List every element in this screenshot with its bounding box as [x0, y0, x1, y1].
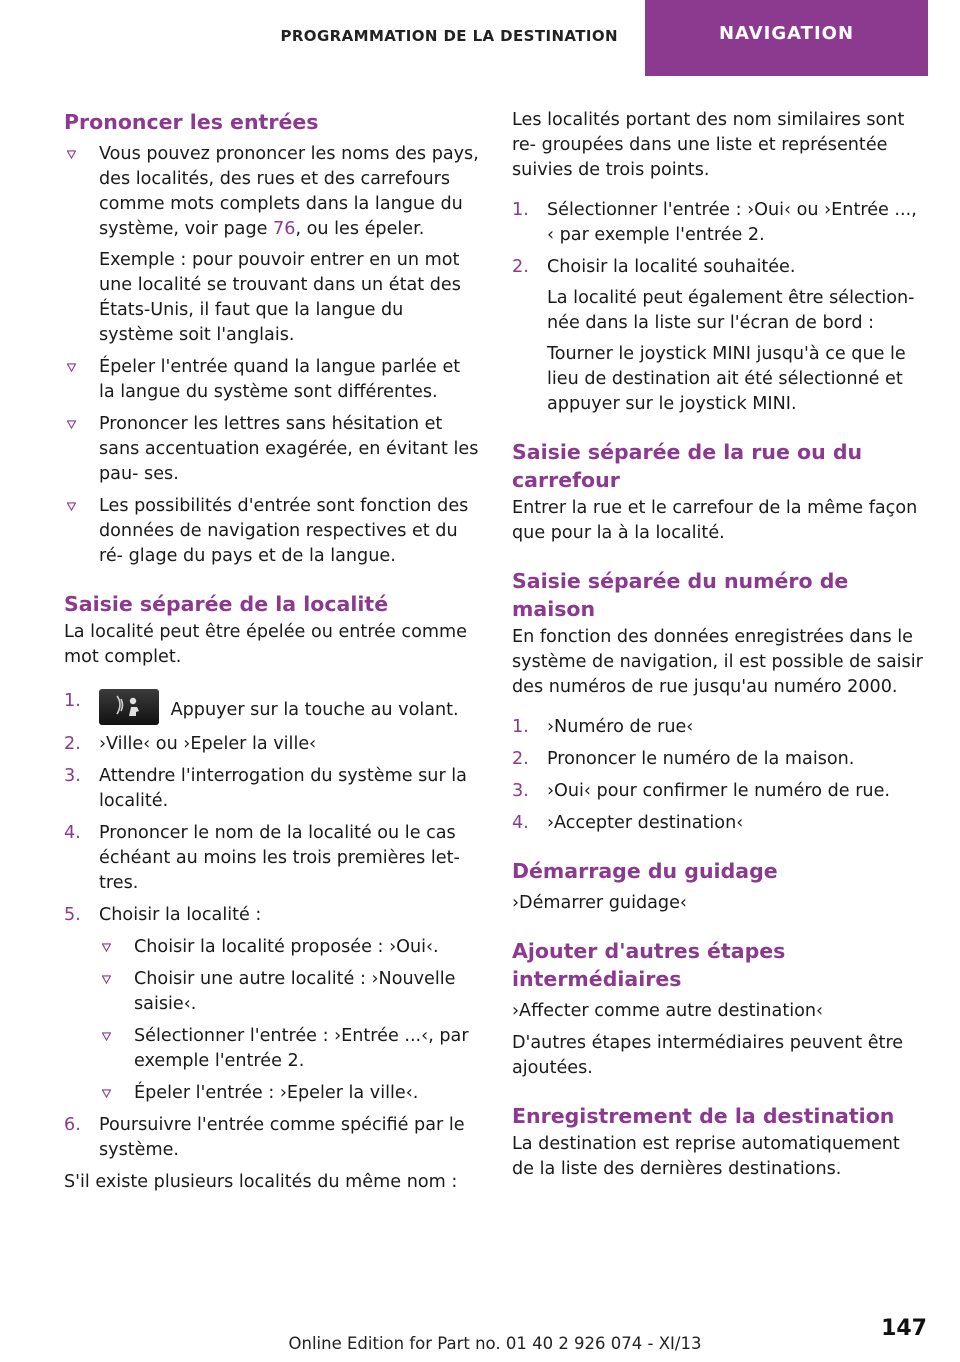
- bullet-text: Vous pouvez prononcer les noms des pays, des localités, des rues et des carrefours comme mots complets dans la langue du système, voir page: [99, 144, 479, 239]
- triangle-bullet-icon: [67, 150, 76, 159]
- heading-prononcer: Prononcer les entrées: [64, 110, 319, 134]
- step-number: 2.: [512, 749, 529, 769]
- chapter-tab: [645, 0, 928, 76]
- triangle-bullet-icon: [102, 1032, 111, 1041]
- step-item: [64, 821, 479, 896]
- voice-button-icon: [99, 689, 159, 725]
- guidage-text: ›Démarrer guidage‹: [512, 893, 687, 913]
- bullet-text-tail: , ou les épeler.: [295, 219, 425, 239]
- step-text: ›Oui‹ pour confirmer le numéro de rue.: [547, 781, 891, 801]
- sub-bullet-text: Épeler l'entrée : ›Epeler la ville‹.: [134, 1083, 419, 1103]
- heading-etapes: Ajouter d'autres étapes intermédiaires: [512, 939, 786, 991]
- step-item: [64, 689, 479, 725]
- step-text: Prononcer le nom de la localité ou le cas échéant au moins les trois premières let‐ tres.: [99, 823, 460, 893]
- step-text: Choisir la localité souhaitée.: [547, 257, 796, 277]
- step-text: Poursuivre l'entrée comme spécifié par le système.: [99, 1115, 465, 1160]
- bullet-text: Prononcer les lettres sans hésitation et sans accentuation exagérée, en évitant les pau‐ ses.: [99, 414, 479, 484]
- enreg-text: La destination est reprise automatiquement de la liste des dernières destinations.: [512, 1134, 900, 1179]
- step-number: 2.: [512, 257, 529, 277]
- triangle-bullet-icon: [67, 420, 76, 429]
- step-detail: La localité peut également être sélection‐ née dans la liste sur l'écran de bord :: [547, 288, 915, 333]
- triangle-bullet-icon: [67, 363, 76, 372]
- step-number: 3.: [512, 781, 529, 801]
- bullet-example: Exemple : pour pouvoir entrer en un mot une localité se trouvant dans un état des États-Unis, il faut que la langue du système soit l'anglais.: [99, 250, 461, 345]
- sub-bullet-text: Choisir une autre localité : ›Nouvelle saisie‹.: [134, 969, 456, 1014]
- running-header-section: PROGRAMMATION DE LA DESTINATION: [280, 27, 618, 45]
- step-item: [64, 903, 479, 1106]
- step-text: ›Ville‹ ou ›Epeler la ville‹: [99, 734, 317, 754]
- page-link[interactable]: 76: [273, 219, 296, 239]
- heading-rue: Saisie séparée de la rue ou du carrefour: [512, 440, 863, 492]
- bullet-item: [64, 142, 479, 348]
- step-number: 1.: [64, 691, 81, 711]
- bullet-item: [64, 412, 479, 487]
- bullet-item: [64, 494, 479, 569]
- triangle-bullet-icon: [102, 943, 111, 952]
- numero-text: En fonction des données enregistrées dans le système de navigation, il est possible de saisir des numéros de rue jusqu'au numéro 2000.: [512, 627, 923, 697]
- step-number: 6.: [64, 1115, 81, 1135]
- etapes-text: D'autres étapes intermédiaires peuvent être ajoutées.: [512, 1033, 904, 1078]
- localite-intro: La localité peut être épelée ou entrée comme mot complet.: [64, 622, 467, 667]
- right-column: [512, 108, 927, 1189]
- sub-bullet-item: [99, 967, 479, 1017]
- right-intro: Les localités portant des nom similaires sont re‐ groupées dans une liste et représentée suivies de trois points.: [512, 110, 905, 180]
- step-detail: Tourner le joystick MINI jusqu'à ce que le lieu de destination ait été sélectionné et appuyer sur le joystick MINI.: [547, 344, 906, 414]
- rue-text: Entrer la rue et le carrefour de la même façon que pour la à la localité.: [512, 498, 918, 543]
- step-text: Appuyer sur la touche au volant.: [165, 700, 459, 720]
- step-item: [512, 779, 927, 804]
- step-item: [64, 764, 479, 814]
- bullet-text: Épeler l'entrée quand la langue parlée et la langue du système sont différentes.: [99, 357, 461, 402]
- step-number: 1.: [512, 200, 529, 220]
- step-item: [64, 732, 479, 757]
- step-item: [512, 715, 927, 740]
- closing-text: S'il existe plusieurs localités du même nom :: [64, 1172, 458, 1192]
- etapes-text: ›Affecter comme autre destination‹: [512, 1001, 824, 1021]
- heading-localite: Saisie séparée de la localité: [64, 592, 389, 616]
- triangle-bullet-icon: [102, 1089, 111, 1098]
- sub-bullet-text: Choisir la localité proposée : ›Oui‹.: [134, 937, 439, 957]
- heading-enregistrement: Enregistrement de la destination: [512, 1104, 895, 1128]
- step-number: 4.: [64, 823, 81, 843]
- page-number: 147: [881, 1316, 927, 1341]
- step-item: [64, 1113, 479, 1163]
- step-number: 4.: [512, 813, 529, 833]
- step-text: Attendre l'interrogation du système sur la localité.: [99, 766, 467, 811]
- footer-edition: Online Edition for Part no. 01 40 2 926 074 - XI/13: [288, 1334, 702, 1353]
- sub-bullet-text: Sélectionner l'entrée : ›Entrée ...‹, par exemple l'entrée 2.: [134, 1026, 469, 1071]
- heading-numero: Saisie séparée du numéro de maison: [512, 569, 849, 621]
- step-item: [512, 255, 927, 417]
- sub-bullet-item: [99, 1024, 479, 1074]
- step-text: Choisir la localité :: [99, 905, 262, 925]
- triangle-bullet-icon: [102, 975, 111, 984]
- step-number: 5.: [64, 905, 81, 925]
- bullet-text: Les possibilités d'entrée sont fonction des données de navigation respectives et du ré‐ glage du pays et de la langue.: [99, 496, 469, 566]
- bullet-item: [64, 355, 479, 405]
- chapter-tab-label: NAVIGATION: [718, 23, 855, 44]
- step-text: ›Numéro de rue‹: [547, 717, 694, 737]
- step-number: 3.: [64, 766, 81, 786]
- sub-bullet-item: [99, 1081, 479, 1106]
- step-text: ›Accepter destination‹: [547, 813, 744, 833]
- step-text: Prononcer le numéro de la maison.: [547, 749, 855, 769]
- step-number: 1.: [512, 717, 529, 737]
- step-number: 2.: [64, 734, 81, 754]
- step-item: [512, 811, 927, 836]
- left-column: [64, 108, 479, 1202]
- step-item: [512, 747, 927, 772]
- triangle-bullet-icon: [67, 502, 76, 511]
- sub-bullet-item: [99, 935, 479, 960]
- step-item: [512, 198, 927, 248]
- heading-guidage: Démarrage du guidage: [512, 859, 778, 883]
- step-text: Sélectionner l'entrée : ›Oui‹ ou ›Entrée ..., ‹ par exemple l'entrée 2.: [547, 200, 917, 245]
